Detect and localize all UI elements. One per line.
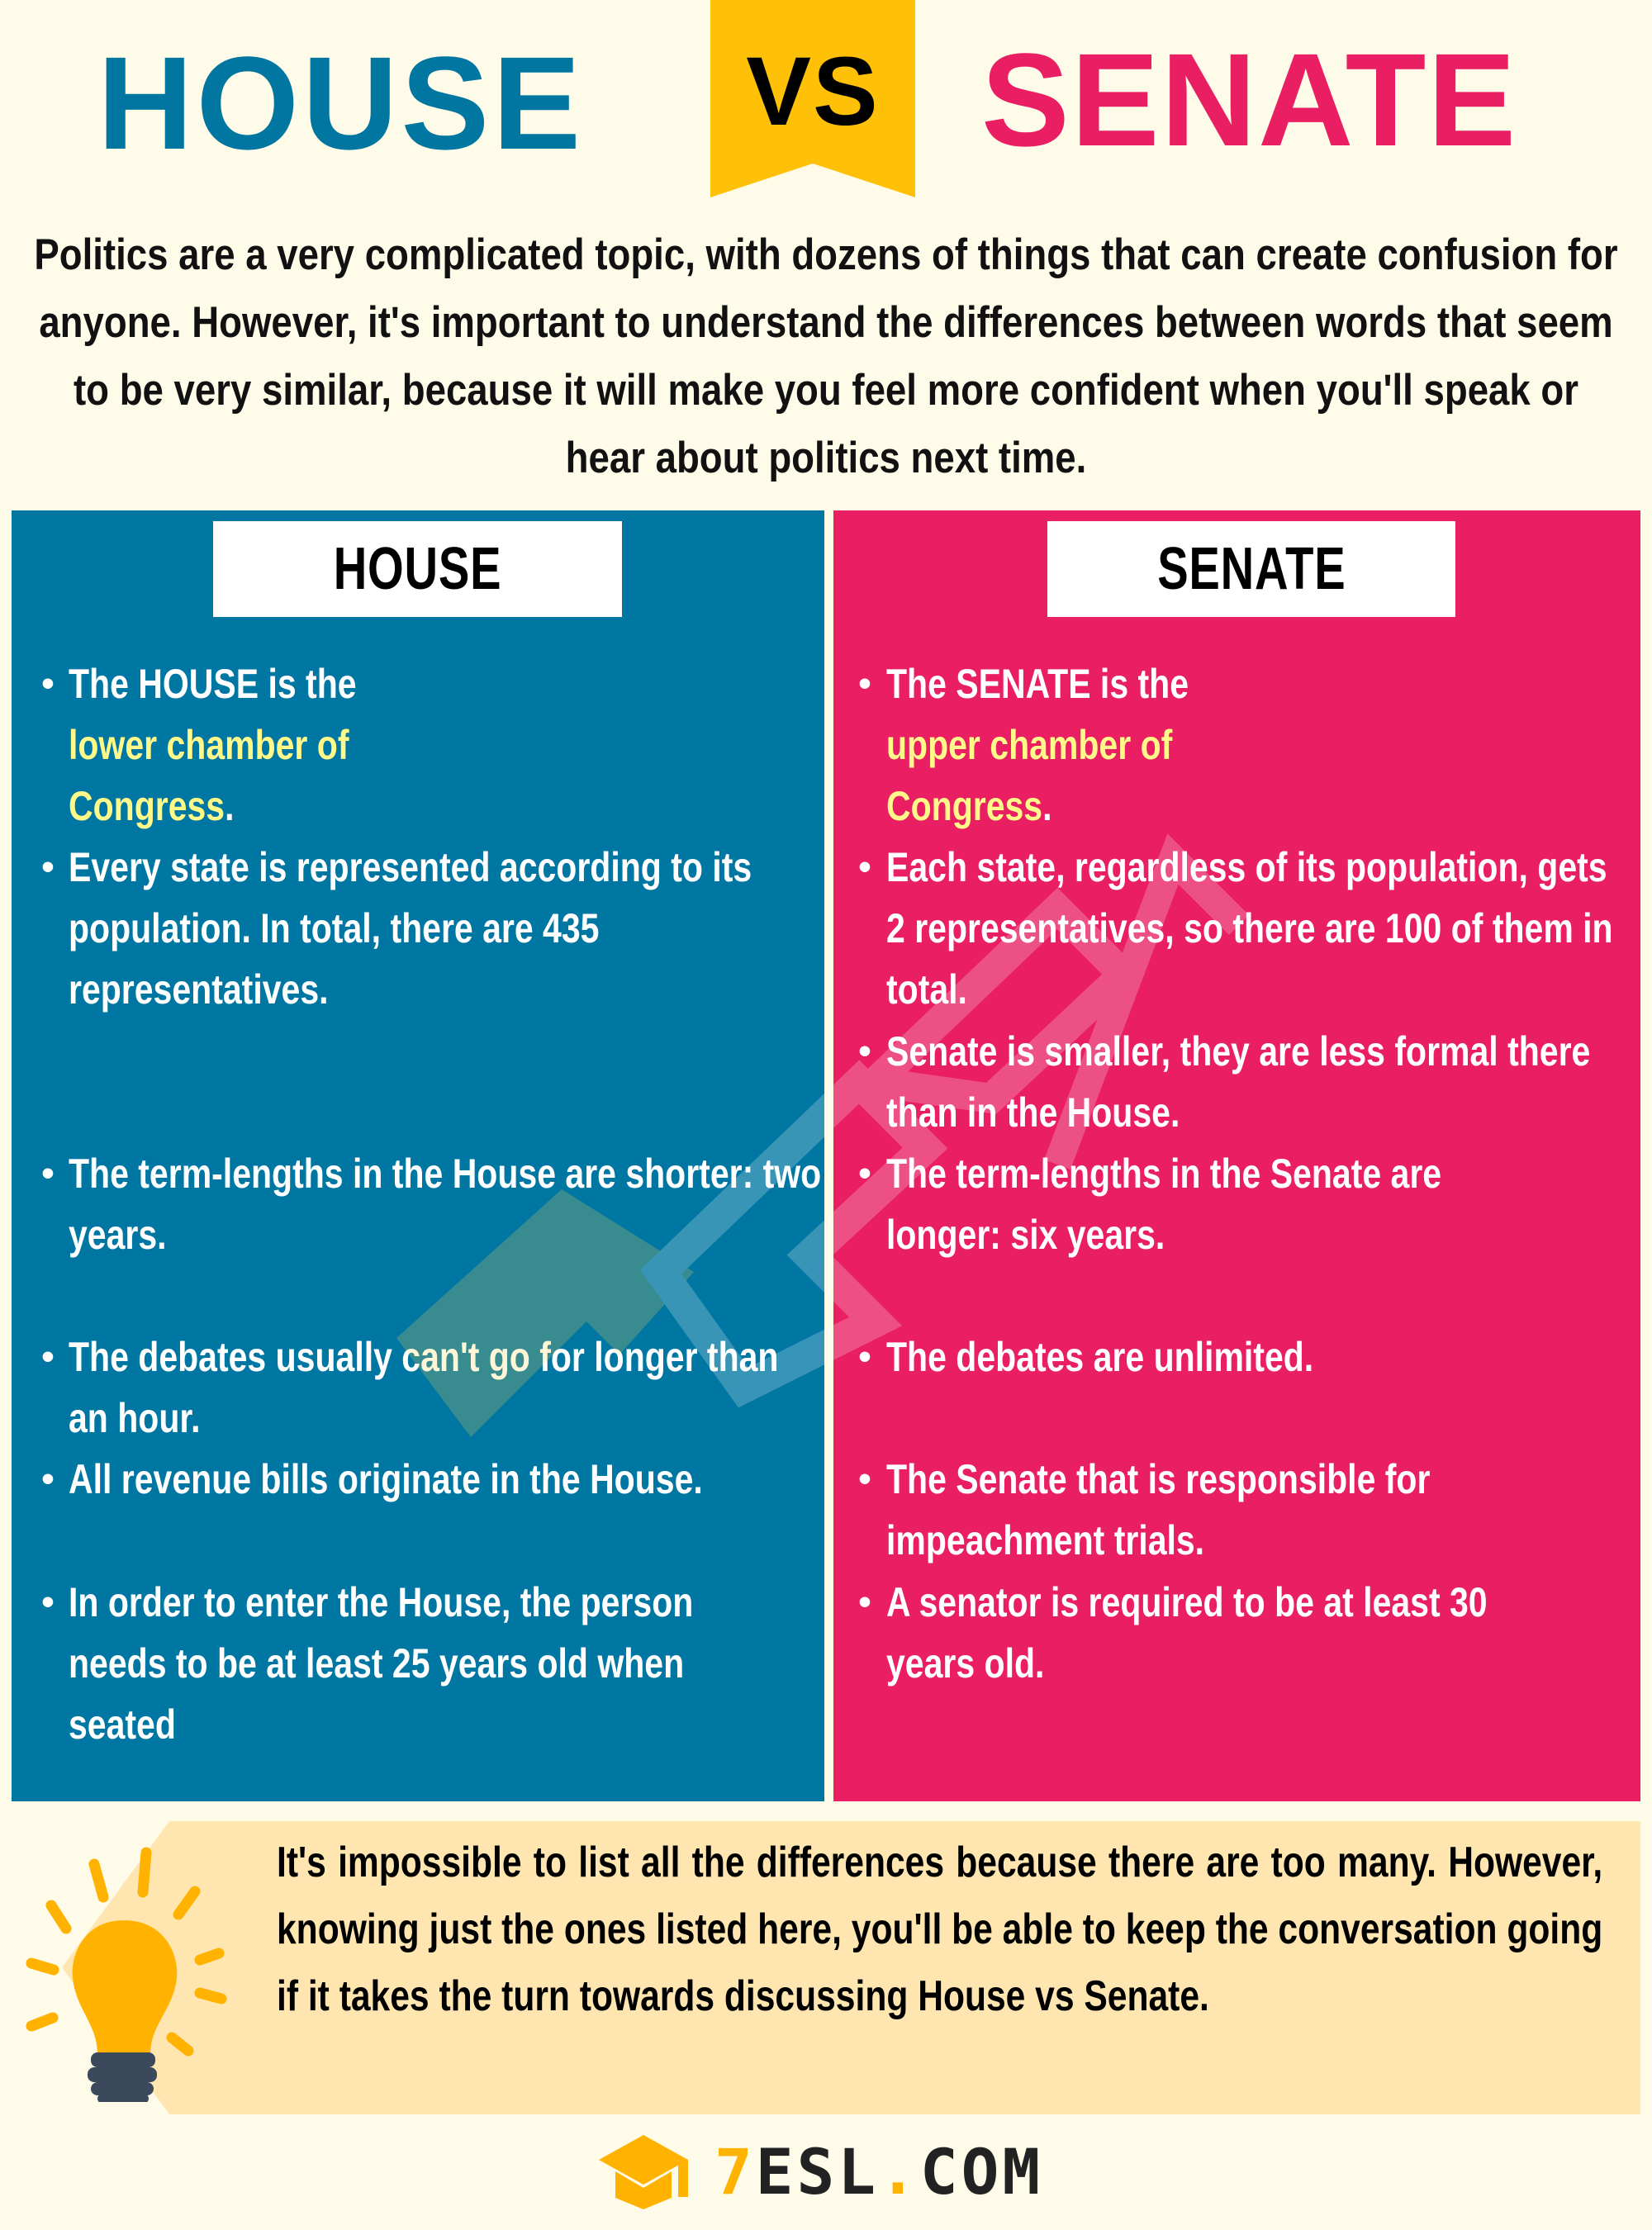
lightbulb-icon [8, 1821, 240, 2102]
title-house: HOUSE [97, 29, 584, 177]
bullet-icon: • [858, 1031, 871, 1071]
bullet-icon: • [41, 1336, 55, 1377]
title-senate: SENATE [981, 26, 1518, 173]
brand-logo-text: 7ESL.COM [714, 2135, 1044, 2209]
house-panel-heading: HOUSE [333, 536, 502, 602]
bullet-icon: • [858, 663, 871, 704]
bullet-icon: • [858, 1459, 871, 1499]
brand-logo[interactable] [599, 2135, 1061, 2209]
bullet-icon: • [41, 847, 55, 887]
bullet-icon: • [41, 663, 55, 704]
bullet-icon: • [41, 1153, 55, 1193]
bullet-icon: • [858, 1336, 871, 1377]
intro-paragraph: Politics are a very complicated topic, with dozens of things that can create confusion for anyone. However, it's important to understand the differences between words that seem to be very similar, because it will make you feel more confident when you'll speak or hear about politics next time. [34, 230, 1618, 482]
tip-text: It's impossible to list all the differences because there are too many. However, knowing just the ones listed here, you'll be able to keep the conversation going if it takes the turn towards discussing House vs Senate. [277, 1839, 1603, 2020]
vs-label: VS [746, 37, 880, 146]
senate-panel-heading: SENATE [1156, 536, 1346, 602]
highlight-upper-chamber: upper chamber of Congress [886, 722, 1173, 829]
highlight-lower-chamber: lower chamber of Congress [69, 722, 349, 829]
bullet-icon: • [41, 1582, 55, 1622]
bullet-icon: • [858, 847, 871, 887]
senate-panel: SENATE • The SENATE is the upper chamber of Congress. • Each state, regardless of its population, gets 2 representatives, so there are 100 of them in total. • Senate is smaller, they are less formal there than in the House. • The term-lengths in the Senate are longer: six years. • The debates are unlimited. • The Senate that is responsible for impeachment trials. • A senator is required to be at least 30 years old. [833, 510, 1640, 1801]
bullet-icon: • [41, 1459, 55, 1499]
house-panel: HOUSE • The HOUSE is the lower chamber of Congress. • Every state is represented according to its population. In total, there are 435 representatives. • The term-lengths in the House are shorter: two years. • The debates usually can't go for longer than an hour. • All revenue bills originate in the House. • In order to enter the House, the person needs to be at least 25 years old when seated [12, 510, 824, 1801]
bullet-icon: • [858, 1153, 871, 1193]
graduation-cap-icon [599, 2135, 691, 2209]
tip-text-block [277, 1829, 1602, 2030]
senate-panel-header [1047, 521, 1455, 617]
bullet-icon: • [858, 1582, 871, 1622]
house-panel-header [213, 521, 622, 617]
